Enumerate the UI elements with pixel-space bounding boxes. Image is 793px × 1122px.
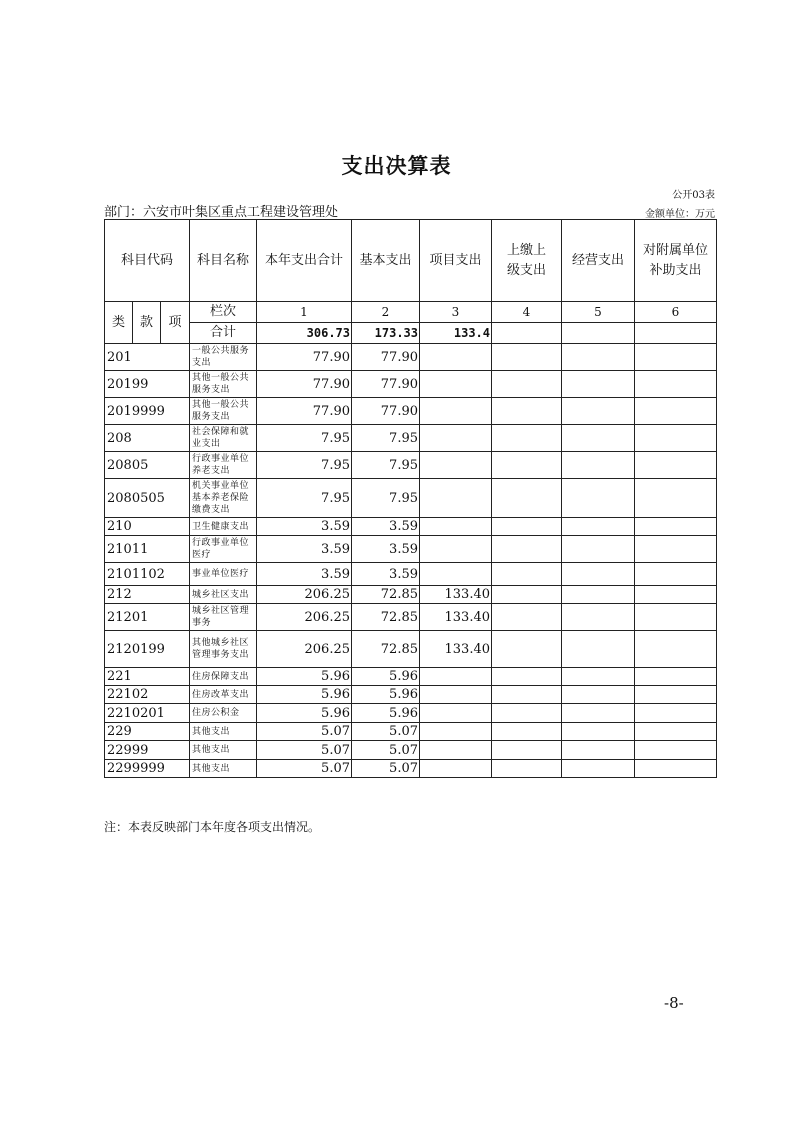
table-row [105,479,717,518]
basic-expenditure: 3.59 [352,518,420,536]
subject-code: 2080505 [105,479,190,518]
subject-code: 2210201 [105,704,190,723]
basic-expenditure: 72.85 [352,604,420,631]
subject-name: 机关事业单位基本养老保险缴费支出 [190,479,257,518]
subject-code: 2019999 [105,398,190,425]
subject-code: 2299999 [105,760,190,778]
project-expenditure [420,563,492,586]
subject-code: 210 [105,518,190,536]
subject-code: 229 [105,723,190,741]
table-row [105,398,717,425]
subject-name: 一般公共服务支出 [190,344,257,371]
header-xiang: 项 [161,302,190,344]
basic-expenditure: 77.90 [352,344,420,371]
total-expenditure: 206.25 [257,586,352,604]
project-expenditure [420,760,492,778]
page-number: -8- [664,994,684,1012]
totals-project: 133.4 [420,323,492,344]
table-row [105,686,717,704]
basic-expenditure: 7.95 [352,479,420,518]
subject-name: 行政事业单位养老支出 [190,452,257,479]
column-number-2: 2 [352,302,420,323]
header-lanci: 栏次 [190,302,257,323]
table-row [105,536,717,563]
total-expenditure: 3.59 [257,563,352,586]
total-expenditure: 7.95 [257,425,352,452]
table-row [105,563,717,586]
subject-name: 城乡社区支出 [190,586,257,604]
total-expenditure: 5.96 [257,686,352,704]
project-expenditure [420,723,492,741]
basic-expenditure: 5.07 [352,723,420,741]
total-expenditure: 7.95 [257,479,352,518]
header-subject-name: 科目名称 [190,220,257,302]
amount-unit-label: 金额单位：万元 [645,209,715,220]
table-row [105,586,717,604]
total-expenditure: 5.07 [257,741,352,760]
basic-expenditure: 3.59 [352,563,420,586]
subject-name: 其他支出 [190,760,257,778]
subject-code: 2120199 [105,631,190,668]
table-row [105,668,717,686]
subject-code: 22999 [105,741,190,760]
project-expenditure [420,344,492,371]
basic-expenditure: 5.07 [352,741,420,760]
basic-expenditure: 5.07 [352,760,420,778]
subject-code: 2101102 [105,563,190,586]
basic-expenditure: 5.96 [352,686,420,704]
basic-expenditure: 5.96 [352,668,420,686]
basic-expenditure: 72.85 [352,586,420,604]
column-number-1: 1 [257,302,352,323]
basic-expenditure: 7.95 [352,425,420,452]
subject-name: 住房公积金 [190,704,257,723]
project-expenditure [420,668,492,686]
table-row [105,704,717,723]
subject-code: 208 [105,425,190,452]
subject-code: 201 [105,344,190,371]
department-label: 部门：六安市叶集区重点工程建设管理处 [104,205,339,220]
table-row [105,518,717,536]
project-expenditure [420,479,492,518]
project-expenditure: 133.40 [420,604,492,631]
header-operating-expenditure: 经营支出 [562,220,635,302]
column-number-6: 6 [635,302,717,323]
total-expenditure: 77.90 [257,371,352,398]
subject-name: 其他城乡社区管理事务支出 [190,631,257,668]
header-kuan: 款 [133,302,161,344]
subject-code: 20199 [105,371,190,398]
basic-expenditure: 5.96 [352,704,420,723]
project-expenditure [420,398,492,425]
project-expenditure [420,518,492,536]
totals-basic: 173.33 [352,323,420,344]
project-expenditure [420,371,492,398]
column-number-5: 5 [562,302,635,323]
subject-code: 21011 [105,536,190,563]
project-expenditure [420,741,492,760]
basic-expenditure: 77.90 [352,398,420,425]
totals-label: 合计 [190,323,257,344]
total-expenditure: 77.90 [257,398,352,425]
subject-code: 22102 [105,686,190,704]
total-expenditure: 5.07 [257,760,352,778]
form-number: 公开03表 [672,190,715,201]
project-expenditure [420,704,492,723]
total-expenditure: 3.59 [257,536,352,563]
subject-code: 20805 [105,452,190,479]
expenditure-table [104,219,717,778]
page-title: 支出决算表 [341,154,452,178]
subject-code: 221 [105,668,190,686]
table-row [105,425,717,452]
header-subject-code: 科目代码 [105,220,190,302]
total-expenditure: 5.07 [257,723,352,741]
total-expenditure: 5.96 [257,668,352,686]
project-expenditure [420,536,492,563]
total-expenditure: 5.96 [257,704,352,723]
table-note: 注：本表反映部门本年度各项支出情况。 [104,820,321,834]
header-project-expenditure: 项目支出 [420,220,492,302]
header-total-expenditure: 本年支出合计 [257,220,352,302]
subject-name: 社会保障和就业支出 [190,425,257,452]
project-expenditure: 133.40 [420,631,492,668]
subject-code: 212 [105,586,190,604]
table-row [105,344,717,371]
header-upper-remittance: 上缴上级支出 [492,220,562,302]
total-expenditure: 3.59 [257,518,352,536]
table-row [105,604,717,631]
table-row [105,452,717,479]
subject-name: 住房改革支出 [190,686,257,704]
total-expenditure: 206.25 [257,604,352,631]
table-row [105,631,717,668]
subject-code: 21201 [105,604,190,631]
subject-name: 其他一般公共服务支出 [190,398,257,425]
total-expenditure: 77.90 [257,344,352,371]
subject-name: 其他支出 [190,723,257,741]
table-row [105,760,717,778]
column-number-4: 4 [492,302,562,323]
project-expenditure: 133.40 [420,586,492,604]
subject-name: 事业单位医疗 [190,563,257,586]
project-expenditure [420,425,492,452]
table-row [105,723,717,741]
basic-expenditure: 3.59 [352,536,420,563]
basic-expenditure: 77.90 [352,371,420,398]
project-expenditure [420,686,492,704]
header-basic-expenditure: 基本支出 [352,220,420,302]
table-row [105,371,717,398]
header-subsidiary-subsidy: 对附属单位补助支出 [635,220,717,302]
table-row [105,741,717,760]
subject-name: 其他支出 [190,741,257,760]
total-expenditure: 7.95 [257,452,352,479]
project-expenditure [420,452,492,479]
basic-expenditure: 7.95 [352,452,420,479]
totals-total: 306.73 [257,323,352,344]
subject-name: 行政事业单位医疗 [190,536,257,563]
header-lei: 类 [105,302,133,344]
subject-name: 住房保障支出 [190,668,257,686]
subject-name: 其他一般公共服务支出 [190,371,257,398]
subject-name: 卫生健康支出 [190,518,257,536]
column-number-3: 3 [420,302,492,323]
basic-expenditure: 72.85 [352,631,420,668]
subject-name: 城乡社区管理事务 [190,604,257,631]
total-expenditure: 206.25 [257,631,352,668]
